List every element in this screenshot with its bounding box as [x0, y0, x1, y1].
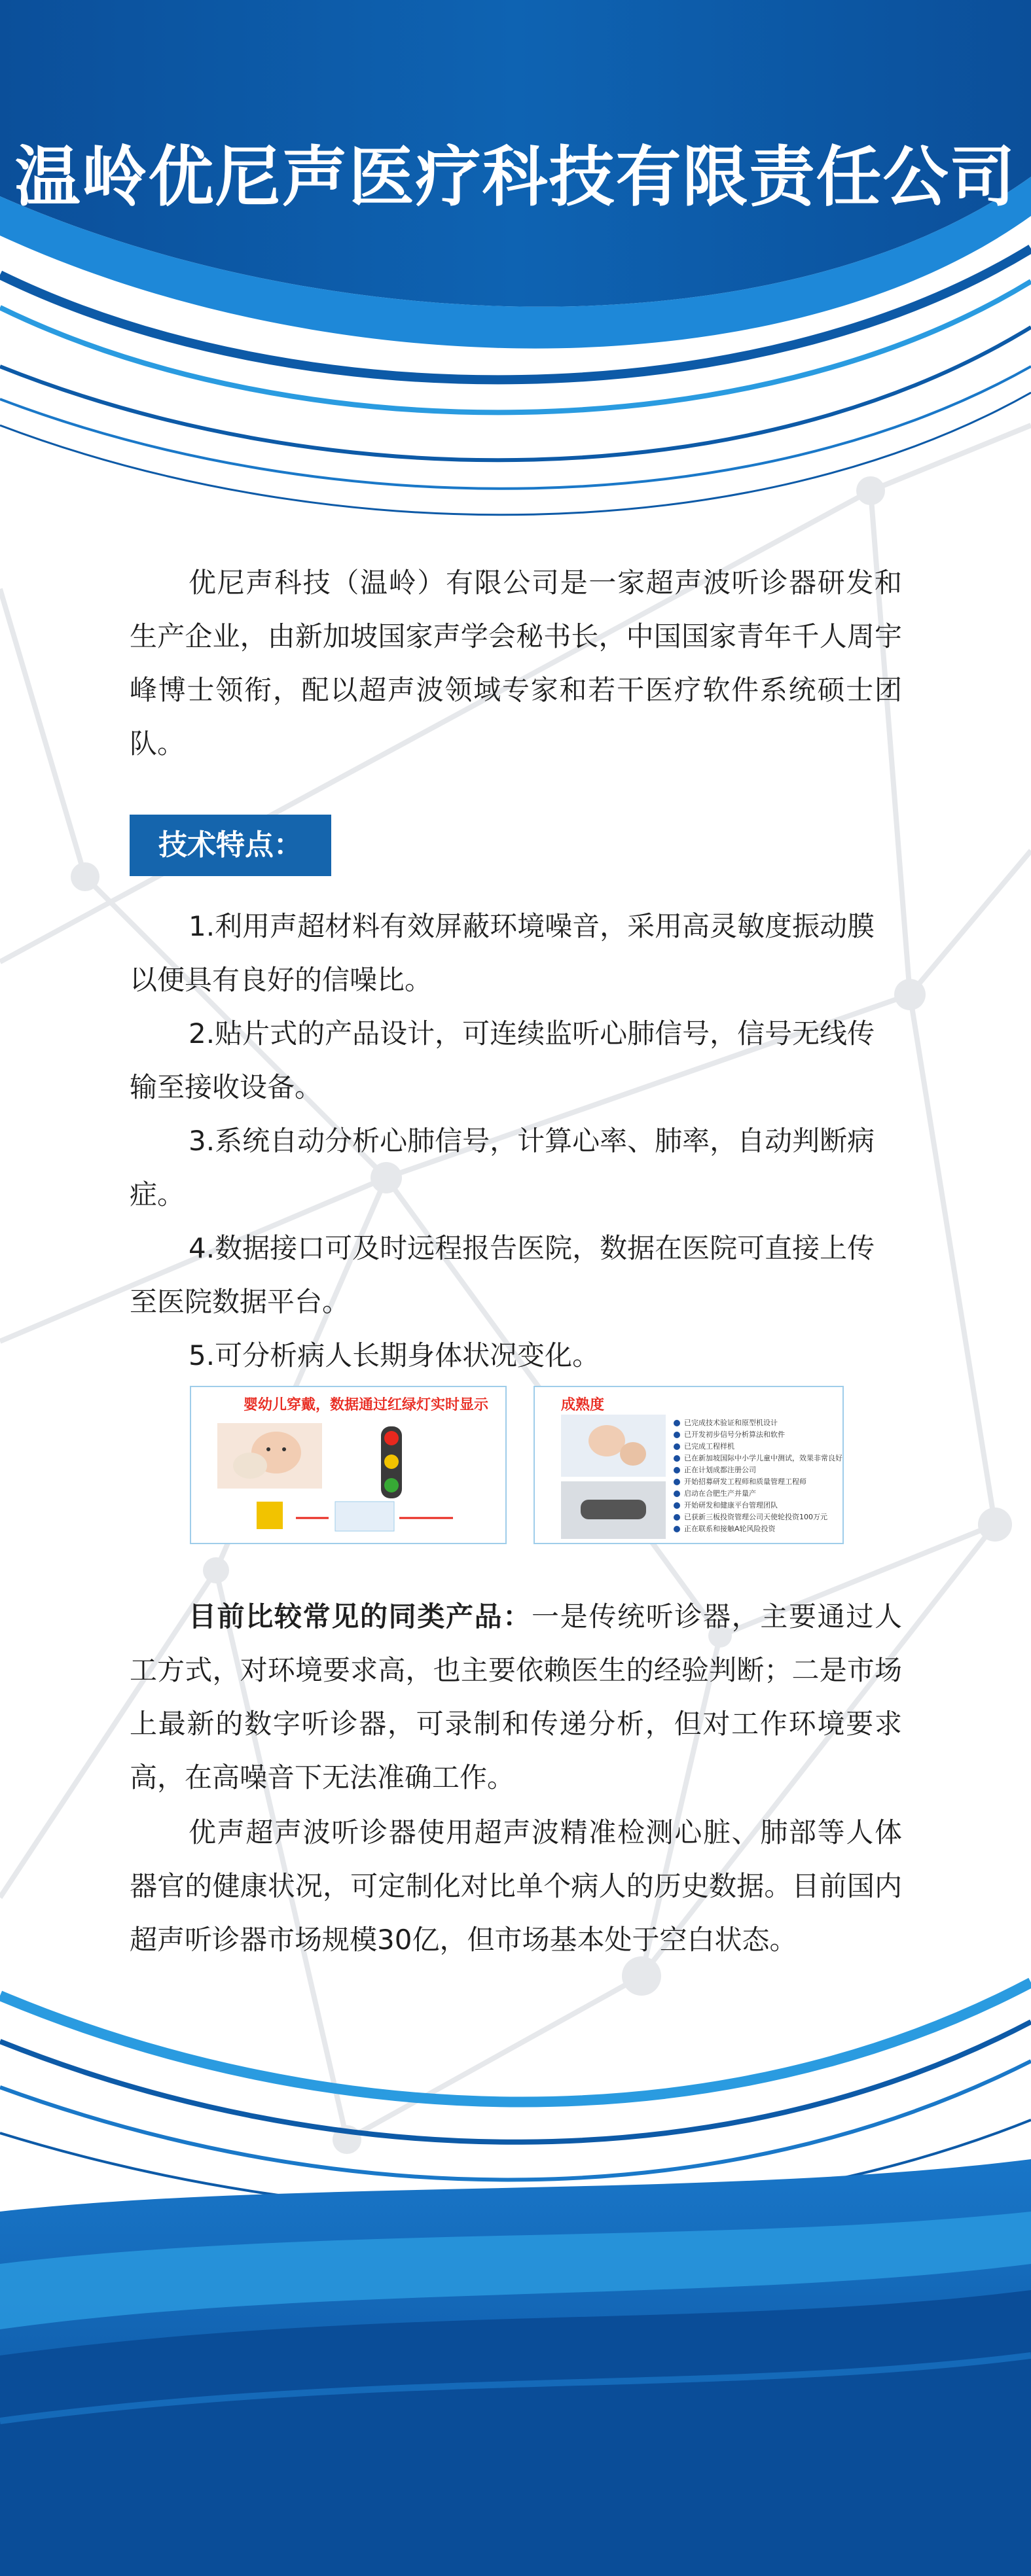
maturity-illustration: [561, 1415, 666, 1539]
wearable-illustration: [191, 1387, 505, 1543]
maturity-item: 已开发初步信号分析算法和软件: [684, 1430, 785, 1439]
company-title: 温岭优尼声医疗科技有限责任公司: [14, 139, 1017, 215]
intro-paragraph: 优尼声科技（温岭）有限公司是一家超声波听诊器研发和生产企业，由新加坡国家声学会秘书长，中国国家青年千人周宇峰博士领衔，配以超声波领域专家和若干医疗软件系统硕士团队。: [130, 567, 902, 760]
feature-item-5: 5.可分析病人长期身体状况变化。: [189, 1339, 600, 1371]
maturity-item: 开始招募研发工程师和质量管理工程师: [684, 1477, 806, 1486]
maturity-item: 启动在合肥生产并量产: [684, 1489, 756, 1498]
maturity-item: 正在计划成都注册公司: [684, 1466, 756, 1474]
wearable-panel-title: 婴幼儿穿戴，数据通过红绿灯实时显示: [244, 1397, 489, 1413]
maturity-item: 已完成工程样机: [684, 1442, 734, 1451]
feature-item-3: 3.系统自动分析心肺信号，计算心率、肺率，自动判断病症。: [130, 1125, 875, 1210]
wearable-image-panel: [190, 1386, 507, 1544]
maturity-item: 开始研发和健康平台管理团队: [684, 1501, 778, 1509]
maturity-item: 已获新三板投资管理公司天使轮投资100万元: [684, 1513, 827, 1521]
maturity-item: 已在新加坡国际中小学儿童中测试，效果非常良好: [684, 1454, 842, 1462]
maturity-panel-title: 成熟度: [561, 1397, 605, 1413]
comparison-paragraph: [130, 1590, 902, 1805]
feature-item-4: 4.数据接口可及时远程报告医院，数据在医院可直接上传至医院数据平台。: [130, 1232, 875, 1318]
closing-paragraph: 优声超声波听诊器使用超声波精准检测心脏、肺部等人体器官的健康状况，可定制化对比单个病人的历史数据。目前国内超声听诊器市场规模30亿，但市场基本处于空白状态。: [130, 1816, 902, 1956]
yellow-light-icon: [384, 1455, 399, 1469]
feature-item-2: 2.贴片式的产品设计，可连续监听心肺信号，信号无线传输至接收设备。: [130, 1017, 875, 1103]
red-light-icon: [384, 1431, 399, 1445]
feature-item-1: 1.利用声超材料有效屏蔽环境噪音，采用高灵敏度振动膜以便具有良好的信噪比。: [130, 910, 875, 996]
green-light-icon: [384, 1478, 399, 1492]
maturity-item: 已完成技术验证和原型机设计: [684, 1419, 778, 1427]
maturity-item: 正在联系和接触A轮风险投资: [684, 1525, 776, 1533]
features-label: 技术特点：: [130, 815, 331, 876]
comparison-lead: 目前比较常见的同类产品：: [189, 1600, 532, 1632]
maturity-panel: [534, 1386, 844, 1544]
comparison-text: 一是传统听诊器，主要通过人工方式，对环境要求高，也主要依赖医生的经验判断；二是市场上最新的数字听诊器，可录制和传递分析，但对工作环境要求高，在高噪音下无法准确工作。: [130, 1600, 902, 1793]
